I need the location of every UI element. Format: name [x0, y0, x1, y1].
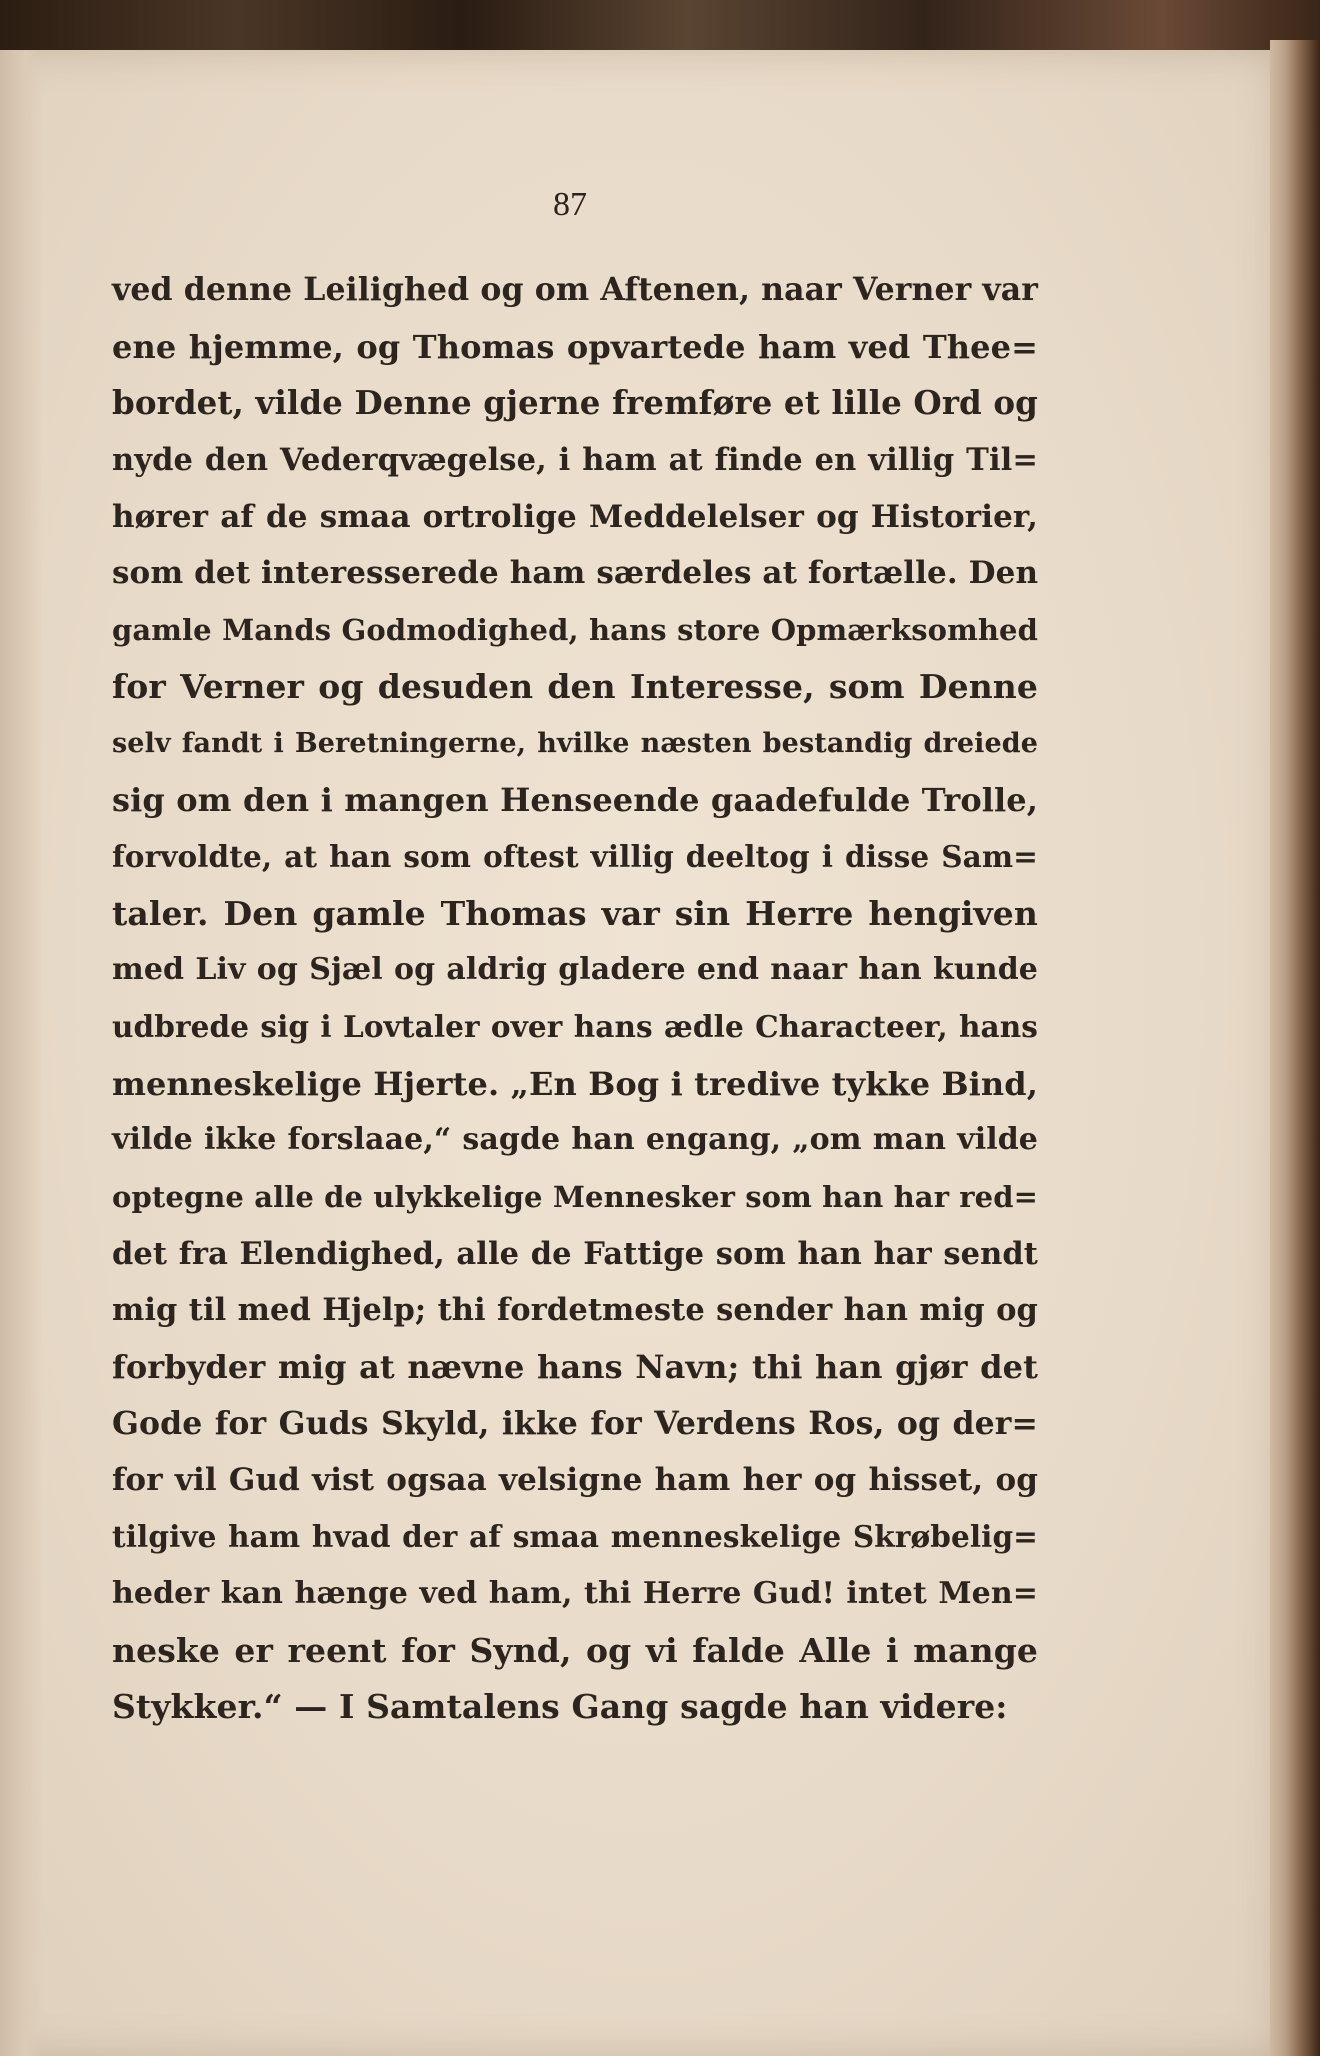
text-line: udbrede sig i Lovtaler over hans ædle Characteer, hans	[112, 1008, 1038, 1044]
text-line: sig om den i mangen Henseende gaadefulde Trolle,	[112, 781, 1038, 820]
text-line: for vil Gud vist ogsaa velsigne ham her og hisset, og	[112, 1462, 1038, 1499]
text-line: ved denne Leilighed og om Aftenen, naar Verner var	[112, 271, 1038, 308]
text-line: hører af de smaa ortrolige Meddelelser og Historier,	[112, 498, 1038, 535]
text-line: vilde ikke forslaae,“ sagde han engang, „om man vilde	[112, 1122, 1038, 1158]
text-line: optegne alle de ulykkelige Mennesker som han har red=	[112, 1180, 1038, 1214]
text-line: bordet, vilde Denne gjerne fremføre et lille Ord og	[112, 383, 1038, 423]
text-line: Stykker.“ — I Samtalens Gang sagde han videre:	[112, 1687, 1008, 1727]
text-line: forvoldte, at han som oftest villig deeltog i disse Sam=	[112, 838, 1038, 874]
text-line: ene hjemme, og Thomas opvartede ham ved Thee=	[112, 327, 1038, 366]
text-line: Gode for Guds Skyld, ikke for Verdens Ros, og der=	[112, 1404, 1038, 1442]
text-line: nyde den Vederqvægelse, i ham at finde en villig Til=	[112, 442, 1038, 479]
text-line: menneskelige Hjerte. „En Bog i tredive tykke Bind,	[112, 1064, 1038, 1103]
text-line: for Verner og desuden den Interesse, som Denne	[112, 666, 1038, 706]
text-line: det fra Elendighed, alle de Fattige som han har sendt	[112, 1235, 1038, 1272]
text-line: mig til med Hjelp; thi fordetmeste sender han mig og	[112, 1292, 1038, 1329]
text-line: gamle Mands Godmodighed, hans store Opmærksomhed	[112, 613, 1038, 648]
body-text	[112, 262, 1038, 1736]
page-gutter-shadow	[0, 50, 42, 2056]
text-line: heder kan hænge ved ham, thi Herre Gud! intet Men=	[112, 1575, 1038, 1611]
text-line: taler. Den gamle Thomas var sin Herre hengiven	[112, 893, 1038, 933]
text-line: tilgive ham hvad der af smaa menneskelige Skrøbelig=	[112, 1519, 1038, 1555]
page-edge-right	[1270, 40, 1320, 2056]
text-line: neske er reent for Synd, og vi falde Alle i mange	[112, 1630, 1038, 1670]
page-number: 87	[553, 186, 587, 223]
text-line: med Liv og Sjæl og aldrig gladere end naar han kunde	[112, 952, 1038, 988]
text-line: forbyder mig at nævne hans Navn; thi han gjør det	[112, 1348, 1038, 1387]
text-line: selv fandt i Beretningerne, hvilke næsten bestandig dreiede	[112, 727, 1038, 759]
text-line: som det interesserede ham særdeles at fortælle. Den	[112, 555, 1039, 592]
